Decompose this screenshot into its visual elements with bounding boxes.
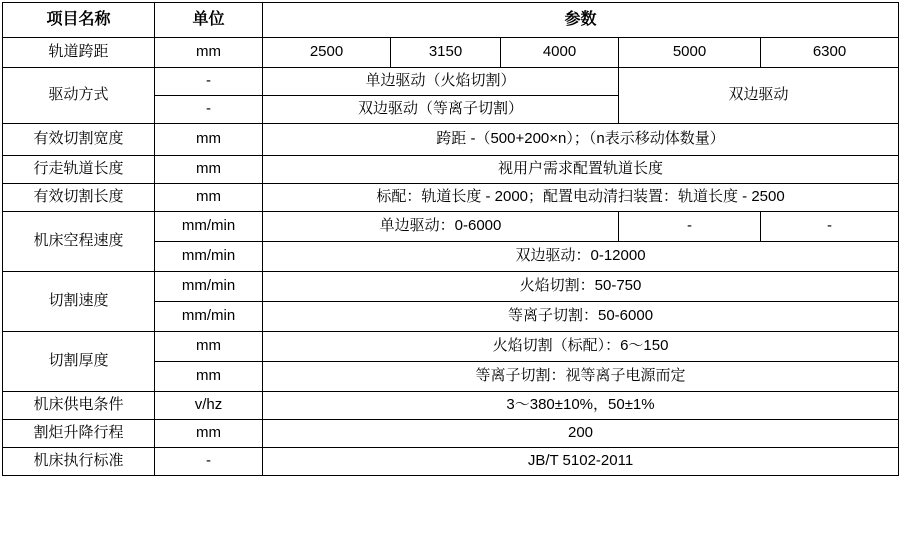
row-unit-torch-travel: mm — [155, 420, 263, 448]
power-supply-value: 3～380±10%，50±1% — [263, 392, 899, 420]
standard-value: JB/T 5102-2011 — [263, 448, 899, 476]
table-header-row — [3, 3, 899, 38]
table-row — [3, 392, 899, 420]
table-row — [3, 212, 899, 242]
track-span-value-3: 4000 — [501, 38, 619, 68]
table-row — [3, 272, 899, 302]
table-row — [3, 448, 899, 476]
drive-mode-value-right: 双边驱动 — [619, 68, 899, 124]
rapid-speed-unit-1: mm/min — [155, 212, 263, 242]
row-label-rapid-speed: 机床空程速度 — [3, 212, 155, 272]
row-label-cutting-thickness: 切割厚度 — [3, 332, 155, 392]
cutting-thickness-unit-1: mm — [155, 332, 263, 362]
rapid-speed-dash-2: - — [761, 212, 899, 242]
row-unit-track-span: mm — [155, 38, 263, 68]
row-unit-cutting-length: mm — [155, 184, 263, 212]
cutting-length-value: 标配：轨道长度 - 2000；配置电动清扫装置：轨道长度 - 2500 — [263, 184, 899, 212]
header-unit: 单位 — [155, 3, 263, 38]
cutting-thickness-unit-2: mm — [155, 362, 263, 392]
rapid-speed-dash-1: - — [619, 212, 761, 242]
drive-mode-unit-2: - — [155, 96, 263, 124]
row-unit-cutting-width: mm — [155, 124, 263, 156]
drive-mode-value-1: 单边驱动（火焰切割） — [263, 68, 619, 96]
track-span-value-4: 5000 — [619, 38, 761, 68]
row-unit-standard: - — [155, 448, 263, 476]
track-span-value-2: 3150 — [391, 38, 501, 68]
row-label-standard: 机床执行标准 — [3, 448, 155, 476]
cutting-speed-unit-1: mm/min — [155, 272, 263, 302]
table-row — [3, 38, 899, 68]
header-item-name: 项目名称 — [3, 3, 155, 38]
row-label-cutting-width: 有效切割宽度 — [3, 124, 155, 156]
cutting-thickness-value-1: 火焰切割（标配）：6～150 — [263, 332, 899, 362]
track-span-value-5: 6300 — [761, 38, 899, 68]
specification-table — [2, 2, 899, 476]
row-unit-track-length: mm — [155, 156, 263, 184]
header-parameters: 参数 — [263, 3, 899, 38]
table-row — [3, 156, 899, 184]
track-length-value: 视用户需求配置轨道长度 — [263, 156, 899, 184]
drive-mode-unit-1: - — [155, 68, 263, 96]
row-label-track-length: 行走轨道长度 — [3, 156, 155, 184]
torch-travel-value: 200 — [263, 420, 899, 448]
row-label-power-supply: 机床供电条件 — [3, 392, 155, 420]
row-unit-power-supply: v/hz — [155, 392, 263, 420]
cutting-speed-unit-2: mm/min — [155, 302, 263, 332]
table-row — [3, 124, 899, 156]
row-label-cutting-speed: 切割速度 — [3, 272, 155, 332]
table-row — [3, 420, 899, 448]
cutting-thickness-value-2: 等离子切割：视等离子电源而定 — [263, 362, 899, 392]
track-span-value-1: 2500 — [263, 38, 391, 68]
row-label-track-span: 轨道跨距 — [3, 38, 155, 68]
table-row — [3, 332, 899, 362]
table-row — [3, 184, 899, 212]
rapid-speed-unit-2: mm/min — [155, 242, 263, 272]
row-label-drive-mode: 驱动方式 — [3, 68, 155, 124]
cutting-speed-value-1: 火焰切割：50-750 — [263, 272, 899, 302]
cutting-speed-value-2: 等离子切割：50-6000 — [263, 302, 899, 332]
rapid-speed-value-1: 单边驱动：0-6000 — [263, 212, 619, 242]
table-row — [3, 68, 899, 96]
row-label-cutting-length: 有效切割长度 — [3, 184, 155, 212]
drive-mode-value-2: 双边驱动（等离子切割） — [263, 96, 619, 124]
rapid-speed-value-2: 双边驱动：0-12000 — [263, 242, 899, 272]
cutting-width-value: 跨距 -（500+200×n）；（n表示移动体数量） — [263, 124, 899, 156]
row-label-torch-travel: 割炬升降行程 — [3, 420, 155, 448]
